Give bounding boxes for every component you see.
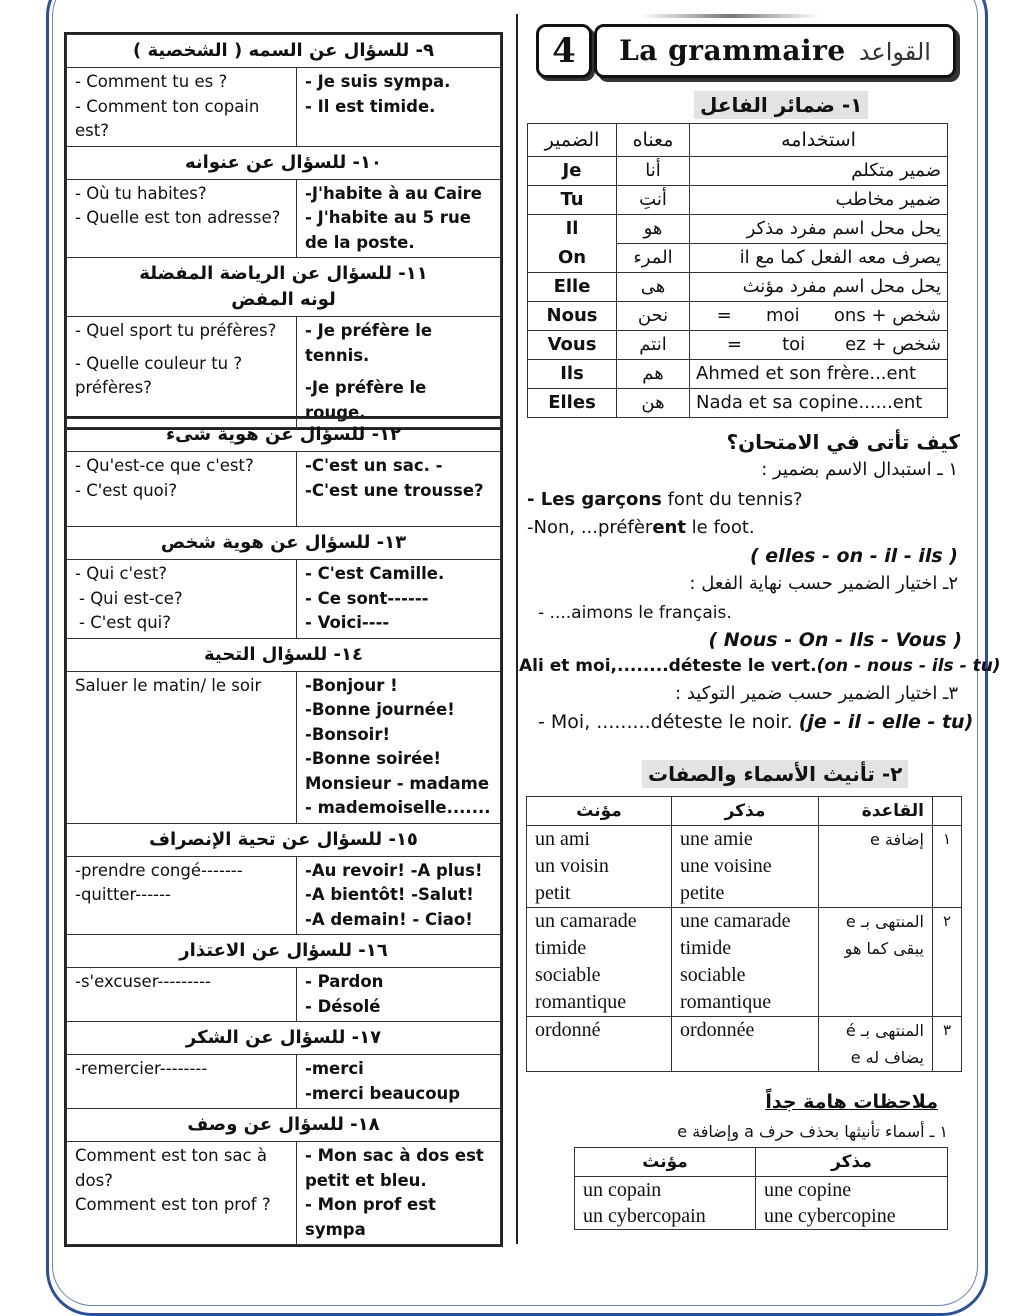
table-row (67, 671, 501, 823)
word: sociable (680, 964, 746, 986)
header-meaning: معناه (617, 124, 690, 157)
questions-cell (67, 671, 297, 823)
meaning: هم (617, 360, 690, 389)
questions-cell (67, 560, 297, 639)
header-col2: مذكر (672, 797, 819, 826)
questions-cell (67, 68, 297, 147)
pronoun: Elle (528, 273, 617, 302)
rule-cell (819, 826, 933, 908)
usage: Nada et sa copine......ent (690, 389, 948, 418)
usage: ضمير مخاطب (690, 186, 948, 215)
section-title-9: ٩- للسؤال عن السمه ( الشخصية ) (67, 35, 501, 68)
notes-rule: ١ ـ أسماء تأنيثها بحذف حرف a وإضافة e (677, 1122, 948, 1141)
rule-text: إضافة e (869, 830, 924, 849)
exam-part2-sentence: - ....aimons le français. (538, 603, 732, 623)
answers-cell (297, 1142, 501, 1245)
answer: -A bientôt! -Salut! (305, 885, 474, 904)
question: - Qui est-ce? (79, 588, 183, 608)
notes-heading: ملاحظات هامة جداً (765, 1091, 938, 1113)
question: - C'est qui? (79, 613, 171, 632)
answer: -A demain! - Ciao! (305, 909, 473, 929)
word: un voisin (535, 855, 609, 877)
word: une camarade (680, 910, 791, 932)
usage: شخص + toi ez = (690, 331, 948, 360)
header-pronoun: الضمير (528, 124, 617, 157)
word: un cybercopain (583, 1205, 706, 1227)
table-row (67, 1055, 501, 1109)
exam-part1-choices: ( elles - on - il - ils ) (750, 545, 958, 567)
usage: يحل محل اسم مفرد مؤنث (690, 273, 948, 302)
answers-cell (297, 1055, 501, 1109)
section-title-17: ١٧- للسؤال عن الشكر (67, 1022, 501, 1055)
meaning: المرء (617, 244, 690, 273)
pronoun: Vous (528, 331, 617, 360)
table-row (528, 157, 948, 186)
answer: -Bonne soirée! (305, 749, 442, 768)
question: - Qui c'est? (75, 564, 168, 583)
chapter-header (536, 24, 956, 76)
sentence-text: le foot. (685, 517, 755, 538)
usage: يصرف معه الفعل كما مع il (690, 244, 948, 273)
rule-cell (819, 908, 933, 1017)
answers-cell (297, 560, 501, 639)
rule-text: المنتهى بـ e (845, 912, 924, 931)
question: -remercier-------- (75, 1059, 208, 1078)
answer: -C'est un sac. - (305, 456, 443, 475)
question: - Où tu habites? (75, 183, 207, 203)
section-title-line: لونه المفض (231, 289, 336, 310)
usage: شخص + moi ons = (690, 302, 948, 331)
question: - Qu'est-ce que c'est? (75, 456, 254, 475)
questions-cell (67, 179, 297, 258)
exam-part2-choices: ( Nous - On - Ils - Vous ) (708, 629, 962, 651)
meaning: هى (617, 273, 690, 302)
question: Comment est ton sac à dos? (75, 1146, 267, 1190)
table-row (528, 331, 948, 360)
header-col1: مؤنث (575, 1148, 756, 1177)
meaning: هن (617, 389, 690, 418)
word: une amie (680, 828, 753, 850)
question: -s'excuser--------- (75, 972, 212, 991)
table-row (527, 1017, 962, 1072)
pronoun: Il (528, 215, 617, 244)
rule-text: يضاف له e (850, 1048, 924, 1067)
section-title-18: ١٨- للسؤال عن وصف (67, 1109, 501, 1142)
bold-subject: - Les garçons (527, 489, 662, 510)
answer: - J'habite au 5 rue de la poste. (305, 208, 471, 252)
table-row (528, 215, 948, 244)
rule-text: المنتهى بـ é (845, 1021, 924, 1040)
word: un camarade (535, 910, 637, 932)
table-row (67, 452, 501, 527)
usage: Ahmed et son frère...ent (690, 360, 948, 389)
answer: Monsieur - madame - mademoiselle....... (305, 773, 491, 817)
word: timide (535, 937, 587, 959)
questions-cell (67, 1142, 297, 1245)
exam-heading: كيف تأتى في الامتحان؟ (726, 430, 960, 454)
word: sociable (535, 964, 601, 986)
meaning: هو (617, 215, 690, 244)
col1-cell (527, 908, 672, 1017)
exam-part1-sentence1 (527, 486, 803, 514)
table-row (67, 1142, 501, 1245)
table-row (67, 856, 501, 935)
chapter-title-box (594, 24, 956, 78)
section-title-14: ١٤- للسؤال التحية (67, 638, 501, 671)
answer: - C'est Camille. (305, 564, 445, 583)
word: une voisine (680, 855, 772, 877)
choices: (je - il - elle - tu) (798, 711, 974, 733)
word: une copine (764, 1179, 852, 1201)
table-row (528, 244, 948, 273)
pronoun: Nous (528, 302, 617, 331)
exam-part2-label: ٢ـ اختيار الضمير حسب نهاية الفعل : (689, 573, 958, 594)
answer: - Ce sont------ (305, 588, 429, 608)
pronoun: Tu (528, 186, 617, 215)
pronouns-section-title: ١- ضمائر الفاعل (694, 91, 868, 119)
answers-cell (297, 68, 501, 147)
word: une cybercopine (764, 1205, 896, 1227)
answer: - Voici---- (305, 613, 390, 632)
table-row (528, 389, 948, 418)
col2-cell (672, 826, 819, 908)
pronoun: Ils (528, 360, 617, 389)
answer: -J'habite à au Caire (305, 183, 482, 203)
col2-cell (672, 908, 819, 1017)
section-title-15: ١٥- للسؤال عن تحية الإنصراف (67, 823, 501, 856)
table-row (67, 317, 501, 428)
col1-cell (575, 1177, 756, 1230)
answer: -Au revoir! -A plus! (305, 860, 483, 880)
usage: ضمير متكلم (690, 157, 948, 186)
word: romantique (680, 991, 772, 1013)
header-col2: مذكر (756, 1148, 948, 1177)
table-row (575, 1177, 948, 1230)
word: ordonné (535, 1019, 601, 1041)
meaning: انتم (617, 331, 690, 360)
feminine-section-title: ٢- تأنيث الأسماء والصفات (642, 760, 908, 788)
question: - Quelle est ton adresse? (75, 208, 281, 227)
meaning: أنا (617, 157, 690, 186)
question: Comment est ton prof ? (75, 1195, 271, 1214)
header-usage: استخدامه (690, 124, 948, 157)
questions-table-1 (66, 34, 501, 428)
question: - Comment ton copain est? (75, 96, 260, 140)
questions-table-2 (66, 418, 501, 1245)
rule-number: ٢ (933, 908, 962, 1017)
chapter-number: 4 (536, 24, 592, 78)
pronoun: Je (528, 157, 617, 186)
answers-cell (297, 671, 501, 823)
chapter-title-fr: La grammaire (619, 34, 846, 67)
section-title-11 (67, 258, 501, 317)
question: -prendre congé------- (75, 860, 243, 880)
meaning: نحن (617, 302, 690, 331)
section-title-line: ١١- للسؤال عن الرياضة المفضلة (139, 263, 428, 284)
table-row (67, 560, 501, 639)
answer: - Mon prof est sympa (305, 1195, 436, 1239)
questions-cell (67, 452, 297, 527)
table-row (528, 186, 948, 215)
word: un ami (535, 828, 590, 850)
question: Saluer le matin/ le soir (75, 675, 262, 695)
word: ordonnée (680, 1019, 755, 1041)
answers-cell (297, 856, 501, 935)
sentence-text: -Non, ...préfèr (527, 517, 653, 538)
answer: -Je préfère le rouge. (305, 378, 427, 422)
header-rule: القاعدة (819, 797, 933, 826)
feminine-table (526, 796, 962, 1072)
word: petit (535, 882, 571, 904)
answer: -merci beaucoup (305, 1083, 461, 1103)
answers-cell (297, 179, 501, 258)
header-col1: مؤنث (527, 797, 672, 826)
question: - Quelle couleur tu ? préfères? (75, 353, 243, 397)
meaning: أنتِ (617, 186, 690, 215)
exam-part1-sentence2 (527, 514, 755, 542)
answer: -Bonne journée! (305, 700, 455, 719)
sentence-text: - Moi, .........déteste le noir. (538, 711, 799, 733)
answer: - Pardon (305, 972, 384, 991)
sentence-text: font du tennis? (661, 489, 803, 510)
question: - Quel sport tu préfères? (75, 321, 277, 340)
question: - C'est quoi? (75, 480, 178, 500)
answer: - Je préfère le tennis. (305, 321, 433, 365)
answer: - Mon sac à dos est petit et bleu. (305, 1146, 484, 1190)
exam-part3-sentence (538, 708, 973, 736)
exam-part1-label: ١ ـ استبدال الاسم بضمير : (761, 459, 958, 480)
notes-table (574, 1147, 948, 1230)
answers-cell (297, 452, 501, 527)
section-title-12: ١٢- للسؤال عن هوية شىء (67, 419, 501, 452)
question: -quitter------ (75, 885, 172, 904)
question: - Comment tu es ? (75, 72, 228, 91)
col2-cell (672, 1017, 819, 1072)
answer: - Désolé (305, 996, 381, 1016)
exam-part3-label: ٣ـ اختيار الضمير حسب ضمير التوكيد : (675, 683, 958, 704)
word: timide (680, 937, 732, 959)
usage: يحل محل اسم مفرد مذكر (690, 215, 948, 244)
decorative-shadow (640, 14, 820, 18)
table-row (527, 826, 962, 908)
header-num (933, 797, 962, 826)
bold-ending: ent (652, 517, 686, 538)
answer: -Bonsoir! (305, 724, 390, 744)
questions-cell (67, 968, 297, 1022)
answers-cell (297, 968, 501, 1022)
col1-cell (527, 826, 672, 908)
choices: (on - nous - ils - tu) (816, 656, 1001, 676)
questions-cell (67, 317, 297, 428)
table-row (67, 968, 501, 1022)
section-title-16: ١٦- للسؤال عن الاعتذار (67, 935, 501, 968)
section-title-13: ١٣- للسؤال عن هوية شخص (67, 527, 501, 560)
chapter-title-ar: القواعد (858, 38, 931, 66)
rule-text: يبقى كما هو (844, 939, 924, 958)
answers-cell (297, 317, 501, 428)
questions-cell (67, 1055, 297, 1109)
section-title-10: ١٠- للسؤال عن عنوانه (67, 146, 501, 179)
pronoun: On (528, 244, 617, 273)
word: un copain (583, 1179, 662, 1201)
answer: - Il est timide. (305, 96, 436, 116)
table-row (528, 360, 948, 389)
answer: -C'est une trousse? (305, 480, 484, 500)
table-row (527, 908, 962, 1017)
pronoun: Elles (528, 389, 617, 418)
table-row (528, 273, 948, 302)
table-row (528, 302, 948, 331)
exam-part2-sentence2 (519, 652, 1001, 680)
col1-cell (527, 1017, 672, 1072)
answer: -Bonjour ! (305, 675, 398, 695)
word: petite (680, 882, 725, 904)
rule-number: ٣ (933, 1017, 962, 1072)
sentence-text: Ali et moi,........déteste le vert. (519, 656, 817, 676)
column-divider (516, 14, 518, 1244)
word: romantique (535, 991, 627, 1013)
questions-cell (67, 856, 297, 935)
col2-cell (756, 1177, 948, 1230)
subject-pronouns-table (527, 123, 948, 418)
answer: - Je suis sympa. (305, 72, 451, 91)
answer: -merci (305, 1059, 364, 1078)
table-row (67, 179, 501, 258)
rule-cell (819, 1017, 933, 1072)
table-row (67, 68, 501, 147)
rule-number: ١ (933, 826, 962, 908)
